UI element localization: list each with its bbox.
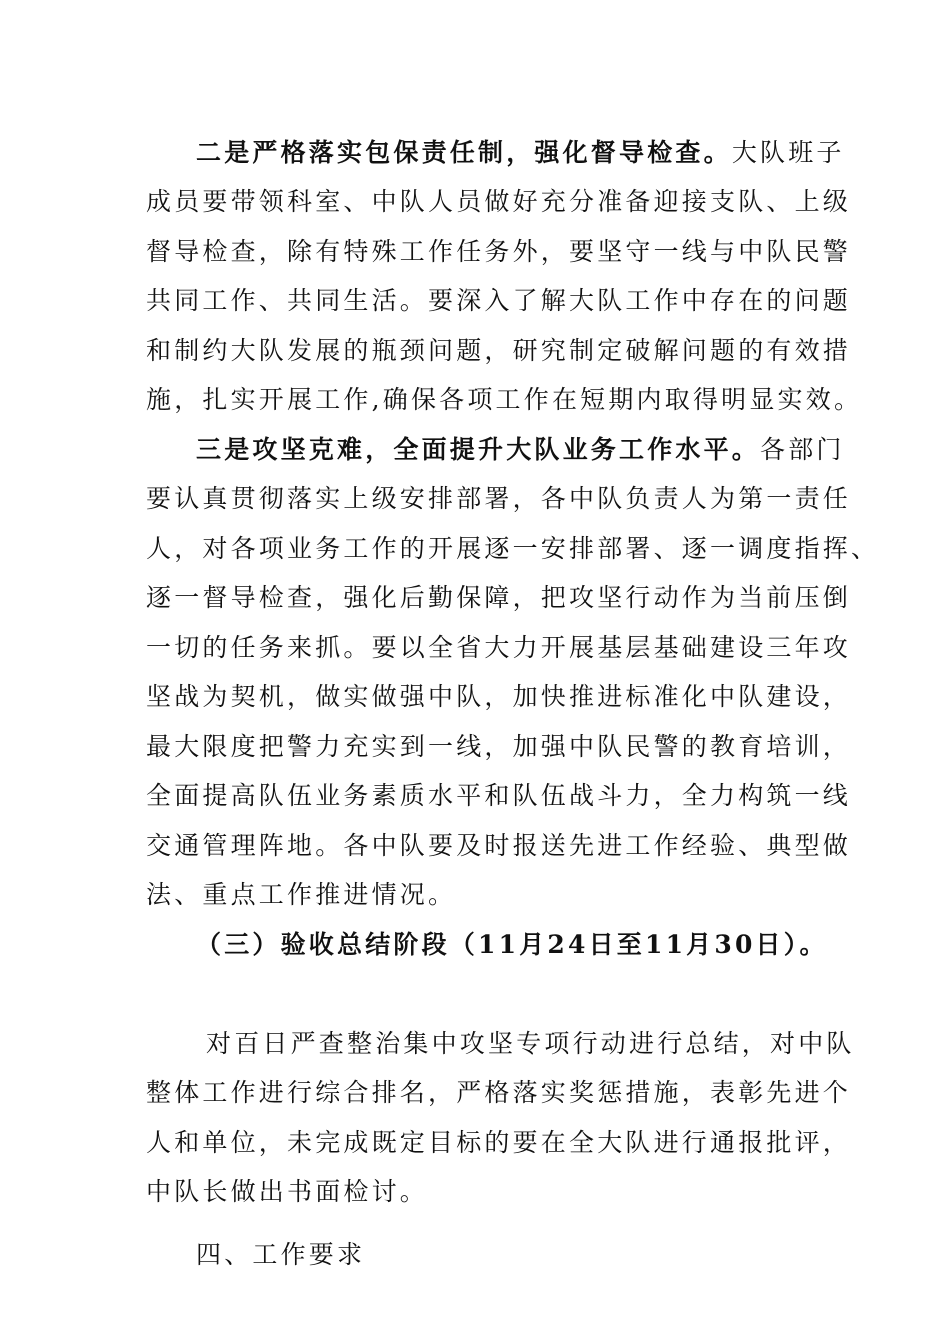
paragraph-2-line-3: 督导检查，除有特殊工作任务外，要坚守一线与中队民警 — [146, 237, 852, 266]
paragraph-3-line-6: 坚战为契机，做实做强中队，加快推进标准化中队建设， — [146, 682, 852, 711]
paragraph-2-line-6: 施，扎实开展工作,确保各项工作在短期内取得明显实效。 — [146, 385, 863, 414]
paragraph-3-line-2: 要认真贯彻落实上级安排部署，各中队负责人为第一责任 — [146, 484, 852, 513]
paragraph-3-line-10: 法、重点工作推进情况。 — [146, 880, 457, 909]
paragraph-2-line-2: 成员要带领科室、中队人员做好充分准备迎接支队、上级 — [146, 187, 852, 216]
paragraph-3-line-3: 人，对各项业务工作的开展逐一安排部署、逐一调度指挥、 — [146, 534, 880, 563]
paragraph-4-line-4: 中队长做出书面检讨。 — [146, 1177, 429, 1206]
paragraph-3-line-4: 逐一督导检查，强化后勤保障，把攻坚行动作为当前压倒 — [146, 583, 852, 612]
paragraph-4-line-1: 对百日严查整治集中攻坚专项行动进行总结，对中队 — [206, 1029, 855, 1058]
paragraph-2-line-1-rest: 大队班子 — [731, 138, 845, 167]
paragraph-4-line-2: 整体工作进行综合排名，严格落实奖惩措施，表彰先进个 — [146, 1078, 852, 1107]
paragraph-4-line-3: 人和单位，未完成既定目标的要在全大队进行通报批评， — [146, 1128, 852, 1157]
paragraph-2-line-5: 和制约大队发展的瓶颈问题，研究制定破解问题的有效措 — [146, 336, 852, 365]
paragraph-2-line-4: 共同工作、共同生活。要深入了解大队工作中存在的问题 — [146, 286, 852, 315]
paragraph-3-lead: 三是攻坚克难，全面提升大队业务工作水平。 — [196, 435, 761, 464]
stage-3-heading: （三）验收总结阶段（11月24日至11月30日）。 — [196, 930, 828, 959]
paragraph-3-line-1-rest: 各部门 — [760, 435, 845, 464]
paragraph-3-line-8: 全面提高队伍业务素质水平和队伍战斗力，全力构筑一线 — [146, 781, 852, 810]
paragraph-3-line-5: 一切的任务来抓。要以全省大力开展基层基础建设三年攻 — [146, 633, 852, 662]
paragraph-2-lead: 二是严格落实包保责任制，强化督导检查。 — [196, 138, 732, 167]
paragraph-2-line-1 — [196, 128, 856, 178]
section-4-heading: 四、工作要求 — [196, 1240, 366, 1269]
paragraph-3-line-7: 最大限度把警力充实到一线，加强中队民警的教育培训， — [146, 732, 852, 761]
paragraph-3-line-1 — [196, 425, 856, 475]
paragraph-3-line-9: 交通管理阵地。各中队要及时报送先进工作经验、典型做 — [146, 831, 852, 860]
